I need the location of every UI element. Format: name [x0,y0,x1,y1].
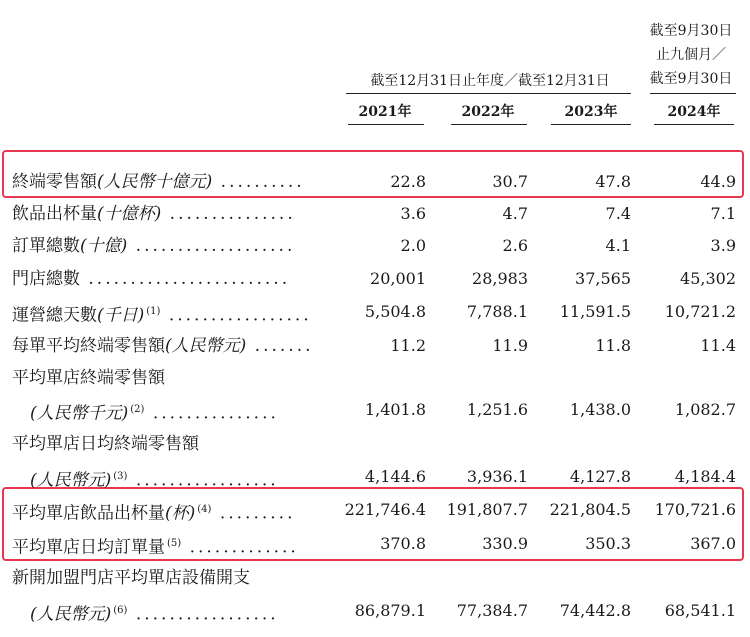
row-label-text: 新開加盟門店平均單店設備開支 [12,568,250,588]
row-label [30,394,320,430]
cell-value: 1,251.6 [466,400,528,419]
cell-value: 4,184.4 [674,467,736,486]
cell-value: 2.0 [400,236,426,255]
row-label-text: 平均單店飲品出杯量 [12,503,165,524]
cell-value: 370.8 [380,534,426,553]
cell-value: 11.4 [700,336,736,355]
year-2023: 2023年 [564,104,618,120]
leader-dots: ................... [127,236,296,256]
period-note-line3: 截至9月30日 [649,71,733,87]
table-row [0,198,750,230]
cell-value: 350.3 [585,534,631,553]
cell-value: 221,804.5 [549,500,631,519]
cell-value: 1,401.8 [364,400,426,419]
row-label [12,263,320,295]
table-row [0,296,750,328]
cell-value: 68,541.1 [664,601,736,620]
table-row [0,428,750,460]
period-note-line2: 止九個月／ [656,47,726,63]
table-row [0,362,750,394]
year-rule-2023 [551,124,631,125]
cell-value: 4,127.8 [569,467,631,486]
row-label [12,166,320,198]
cell-value: 74,442.8 [559,601,631,620]
year-rule-2021 [348,124,424,125]
cell-value: 170,721.6 [654,500,736,519]
row-label-text: 飲品出杯量 [12,204,97,224]
footnote-marker: (4) [197,504,212,515]
footnote-marker: (6) [113,605,128,616]
cell-value: 3,936.1 [466,467,528,486]
group-title-rule [346,93,631,94]
cell-value: 1,082.7 [674,400,736,419]
cell-value: 37,565 [575,269,631,288]
row-label [12,362,320,394]
cell-value: 3.6 [400,204,426,223]
row-unit: (人民幣十億元) [97,172,213,192]
period-note-rule [650,93,736,94]
row-label [12,230,320,262]
year-rule-2024 [654,124,734,125]
row-label [12,428,320,460]
leader-dots: .......... [212,172,305,192]
cell-value: 30.7 [492,172,528,191]
table-row [0,528,750,560]
row-label-text: 終端零售額 [12,172,97,192]
leader-dots: ....... [246,336,314,356]
leader-dots: ............. [181,537,299,558]
leader-dots: ........................ [80,269,291,289]
cell-value: 330.9 [482,534,528,553]
row-label [12,528,320,564]
cell-value: 191,807.7 [446,500,528,519]
leader-dots: ................. [127,604,279,625]
cell-value: 45,302 [680,269,736,288]
year-2022: 2022年 [461,104,515,120]
table-row [0,263,750,295]
row-unit: (人民幣元) [30,604,112,625]
row-unit: (人民幣元) [165,336,247,356]
cell-value: 221,746.4 [344,500,426,519]
cell-value: 22.8 [390,172,426,191]
row-unit: (杯) [165,503,196,524]
row-unit: (人民幣千元) [30,403,129,424]
footnote-marker: (5) [167,538,182,549]
row-unit: (千日) [97,305,145,326]
footnote-marker: (2) [130,404,145,415]
period-note-line1: 截至9月30日 [649,23,733,39]
row-unit: (十億) [80,236,128,256]
cell-value: 7,788.1 [466,302,528,321]
cell-value: 20,001 [370,269,426,288]
row-label [12,198,320,230]
cell-value: 77,384.7 [456,601,528,620]
row-label-text: 平均單店終端零售額 [12,368,165,388]
group-title: 截至12月31日止年度／截至12月31日 [370,73,610,89]
row-unit: (十億杯) [97,204,162,224]
table-row [0,494,750,526]
cell-value: 3.9 [710,236,736,255]
cell-value: 44.9 [700,172,736,191]
cell-value: 11.8 [595,336,631,355]
cell-value: 367.0 [690,534,736,553]
footnote-marker: (1) [146,306,161,317]
row-label-text: 平均單店日均訂單量 [12,537,165,558]
cell-value: 11,591.5 [559,302,631,321]
table-row [0,394,750,426]
cell-value: 86,879.1 [354,601,426,620]
cell-value: 11.9 [492,336,528,355]
footnote-marker: (3) [113,471,128,482]
cell-value: 4.7 [502,204,528,223]
row-label-text: 每單平均終端零售額 [12,336,165,356]
row-label [30,595,320,631]
cell-value: 28,983 [472,269,528,288]
row-label [12,494,320,530]
leader-dots: ................. [160,305,312,326]
year-2021: 2021年 [358,104,412,120]
row-label-text: 門店總數 [12,269,80,289]
row-label-text: 運營總天數 [12,305,97,326]
leader-dots: ......... [211,503,296,524]
year-rule-2022 [451,124,527,125]
row-unit: (人民幣元) [30,470,112,491]
row-label [30,461,320,497]
table-row [0,595,750,627]
year-2024: 2024年 [667,104,721,120]
cell-value: 2.6 [502,236,528,255]
leader-dots: ................. [127,470,279,491]
row-label [12,330,320,362]
cell-value: 11.2 [390,336,426,355]
table-row [0,461,750,493]
cell-value: 10,721.2 [664,302,736,321]
row-label [12,296,320,332]
cell-value: 5,504.8 [364,302,426,321]
cell-value: 4,144.6 [364,467,426,486]
cell-value: 1,438.0 [569,400,631,419]
row-label-text: 訂單總數 [12,236,80,256]
leader-dots: ............... [144,403,279,424]
cell-value: 7.1 [710,204,736,223]
row-label-text: 平均單店日均終端零售額 [12,434,199,454]
cell-value: 7.4 [605,204,631,223]
table-row [0,330,750,362]
cell-value: 4.1 [605,236,631,255]
table-row [0,562,750,594]
cell-value: 47.8 [595,172,631,191]
row-label [12,562,320,594]
table-row [0,230,750,262]
table-row [0,166,750,198]
leader-dots: ............... [161,204,296,224]
